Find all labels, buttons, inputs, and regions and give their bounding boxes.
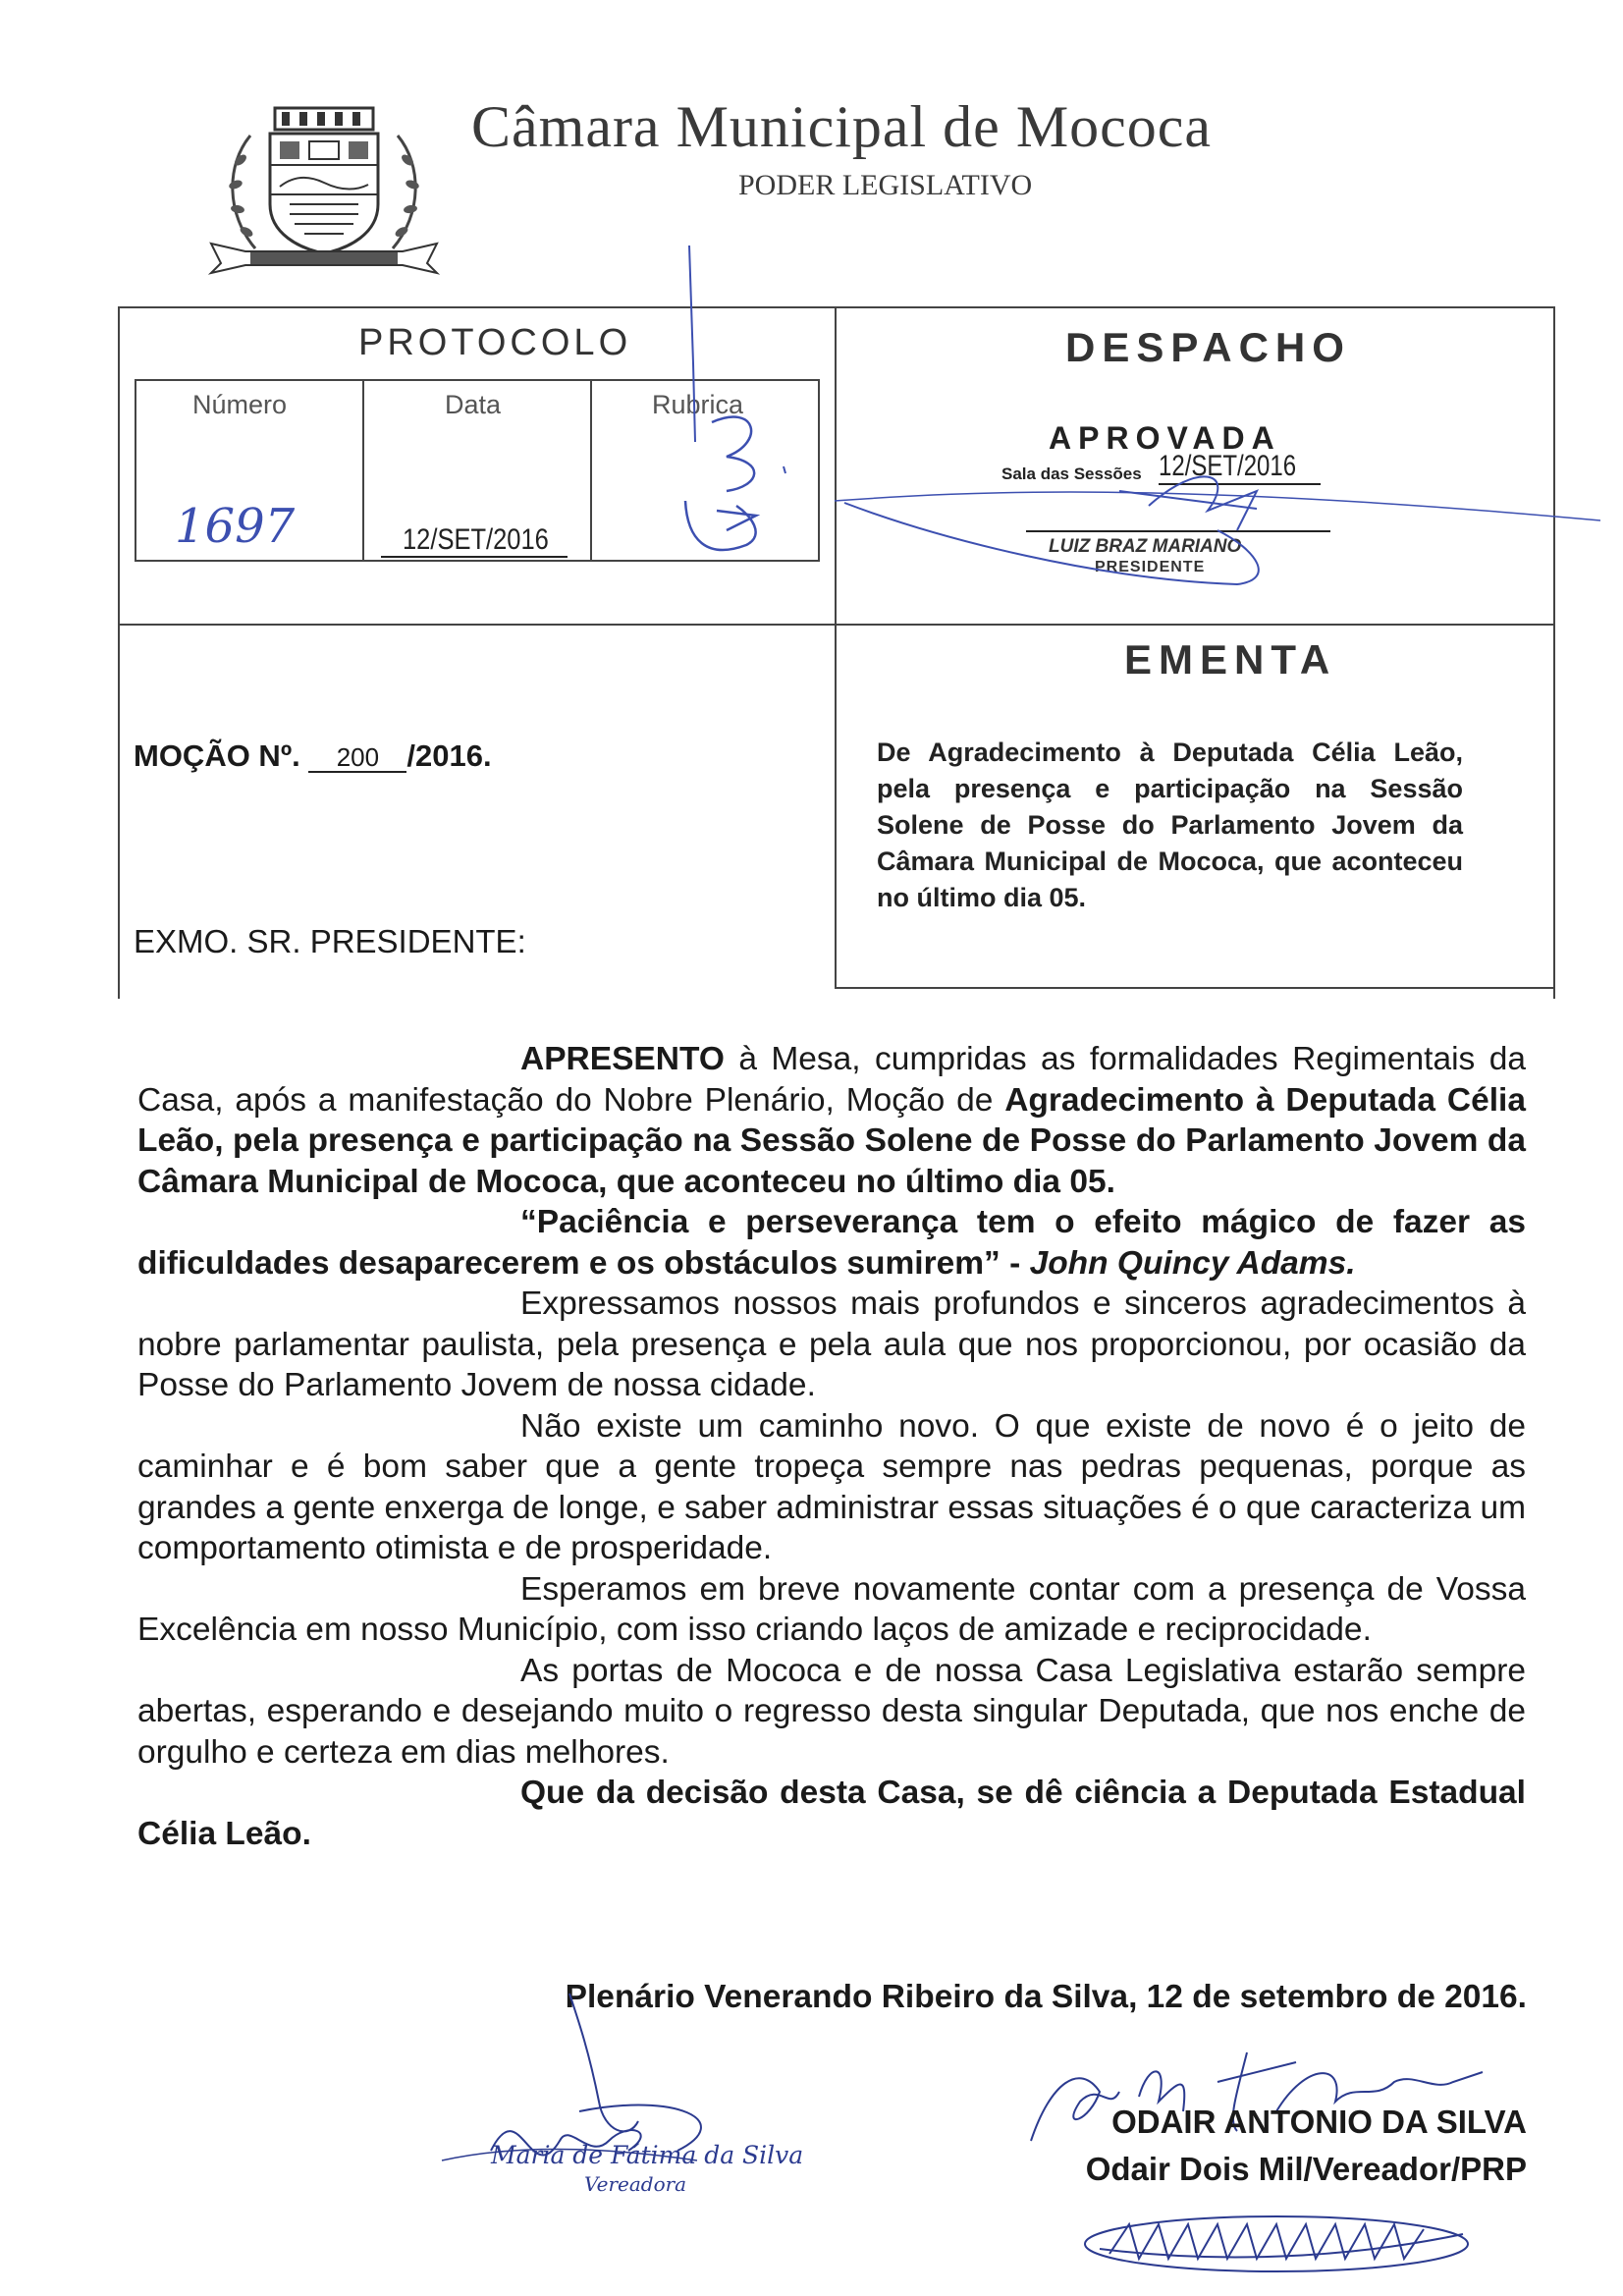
quote-author: John Quincy Adams.: [1029, 1244, 1356, 1282]
ementa-text: De Agradecimento à Deputada Célia Leão, pela presença e participação na Sessão Solene de Posse do Parlamento Jovem da Câmara Municipal de Mococa, que aconteceu no último dia 05.: [877, 738, 1463, 912]
protocol-date-stamp: 12/SET/2016: [403, 523, 549, 556]
mocao-number-value: 200: [308, 743, 406, 773]
approval-stamp-date: 12/SET/2016: [1159, 450, 1297, 482]
municipal-coat-of-arms-icon: [211, 106, 437, 273]
president-name: LUIZ BRAZ MARIANO: [1049, 536, 1242, 557]
quote-text: “Paciência e perseverança tem o efeito mágico de fazer as dificuldades desaparecerem e os obstáculos sumirem” -: [137, 1204, 1526, 1282]
document-body: [137, 1039, 1526, 1854]
president-role: PRESIDENTE: [1095, 559, 1206, 575]
body-p7-text: Que da decisão desta Casa, se dê ciência a Deputada Estadual Célia Leão.: [137, 1775, 1526, 1852]
body-paragraph-7: [137, 1773, 1526, 1854]
despacho-label: DESPACHO: [1065, 324, 1351, 370]
mocao-prefix: MOÇÃO Nº.: [134, 738, 300, 773]
body-quote: [137, 1202, 1526, 1284]
approval-stamp-sala: Sala das Sessões: [1001, 465, 1142, 483]
rubrica-column-header: Rubrica: [652, 390, 744, 419]
rubrica-scribble-icon: [668, 246, 805, 560]
body-paragraph-6: As portas de Mococa e de nossa Casa Legislativa estarão sempre abertas, esperando e desejando muito o regresso desta singular Deputada, que nos enche de orgulho e certeza em dias melhores.: [137, 1652, 1526, 1771]
body-p1-emphasis: Agradecimento à Deputada Célia Leão, pela presença e participação na Sessão Solene de Posse do Parlamento Jovem da Câmara Municipal de Mococa, que aconteceu no último dia 05.: [137, 1081, 1526, 1200]
protocolo-label: PROTOCOLO: [358, 322, 632, 363]
salutation: EXMO. SR. PRESIDENTE:: [134, 923, 526, 959]
protocol-number-handwritten: 1697: [175, 499, 296, 554]
right-signatory-role: Odair Dois Mil/Vereador/PRP: [1085, 2151, 1527, 2187]
place-and-date: Plenário Venerando Ribeiro da Silva, 12 de setembro de 2016.: [565, 1979, 1527, 2015]
right-signatory-name: ODAIR ANTONIO DA SILVA: [1111, 2104, 1527, 2140]
institution-name: Câmara Municipal de Mococa: [471, 94, 1213, 159]
body-paragraph-1: [137, 1039, 1526, 1202]
body-paragraph-4: Não existe um caminho novo. O que existe de novo é o jeito de caminhar e é bom saber que a gente tropeça sempre nas pedras pequenas, porque as grandes a gente enxerga de longe, e saber administrar essas situações é o que caracteriza um comportamento otimista e de prosperidade.: [137, 1407, 1526, 1566]
left-signatory-name: Maria de Fátima da Silva: [491, 2141, 804, 2169]
numero-column-header: Número: [192, 390, 288, 419]
mocao-number: [134, 738, 492, 774]
data-column-header: Data: [445, 390, 502, 419]
body-p1-lead: APRESENTO: [520, 1041, 725, 1077]
mocao-suffix: /2016.: [406, 738, 492, 773]
rubric-scribble-bottom-icon: [1070, 2205, 1483, 2283]
ementa-label: EMENTA: [1124, 636, 1337, 683]
body-p1-text: à Mesa, cumpridas as formalidades Regimentais da Casa, após a manifestação do Nobre Plenário, Moção de: [137, 1041, 1526, 1119]
body-paragraph-5: Esperamos em breve novamente contar com a presença de Vossa Excelência em nosso Município, com isso criando laços de amizade e reciprocidade.: [137, 1570, 1526, 1648]
institution-subtitle: PODER LEGISLATIVO: [738, 169, 1033, 201]
approval-stamp-status: APROVADA: [1049, 420, 1281, 456]
president-signature-icon: [825, 432, 1610, 609]
left-signatory-role: Vereadora: [584, 2172, 687, 2196]
body-paragraph-3: Expressamos nossos mais profundos e sinceros agradecimentos à nobre parlamentar paulista, pela presença e pela aula que nos proporcionou, por ocasião da Posse do Parlamento Jovem de nossa cidade.: [137, 1285, 1526, 1403]
